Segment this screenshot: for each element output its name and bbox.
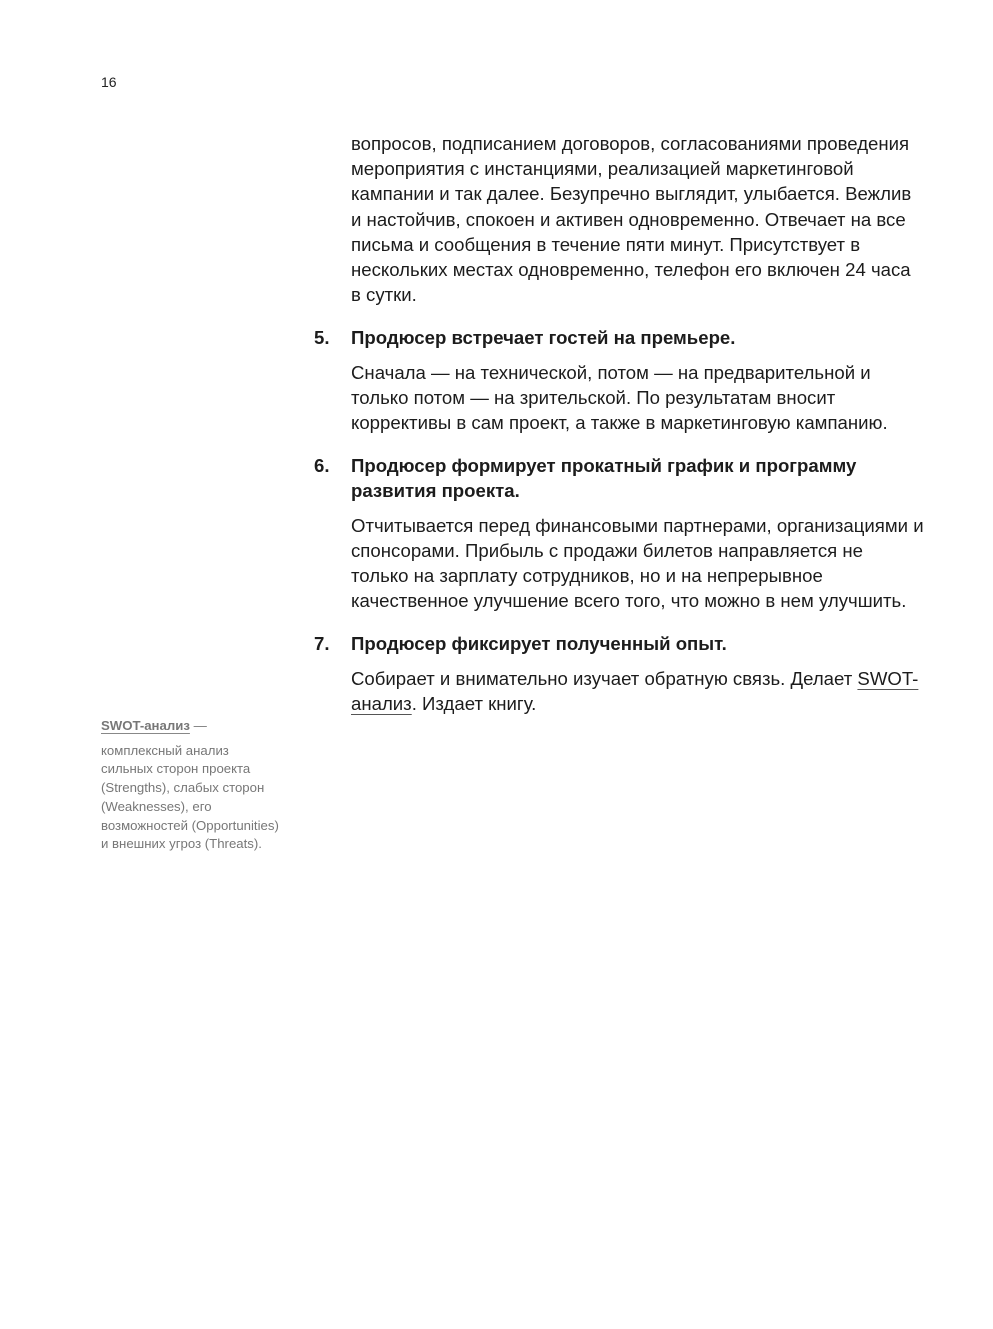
item-number: 7.	[314, 633, 330, 655]
sidenote-dash: —	[189, 718, 207, 733]
item-heading-text: Продюсер формирует прокатный график и программу развития проекта.	[351, 455, 857, 502]
item-heading	[314, 631, 924, 656]
intro-paragraph: вопросов, подписанием договоров, согласованиями проведения мероприятия с инстанциями, реализацией маркетинговой кампании и так далее. Безупречно выглядит, улыбается. Вежлив и настойчив, спокоен и активен одновременно. Отвечает на все письма и сообщения в течение пяти минут. Присутствует в нескольких местах одновременно, телефон его включен 24 часа в сутки.	[351, 133, 912, 306]
page-number: 16	[101, 74, 117, 90]
item-body-text: Собирает и внимательно изучает обратную связь. Делает	[351, 667, 858, 689]
list-item-6	[314, 453, 924, 613]
item-body	[351, 666, 924, 716]
item-heading-text: Продюсер встречает гостей на премьере.	[351, 327, 736, 349]
item-body: Сначала — на технической, потом — на предварительной и только потом — на зрительской. По результатам вносит коррективы в сам проект, а также в маркетинговую кампанию.	[351, 361, 888, 434]
item-number: 5.	[314, 327, 330, 349]
swot-analysis-link[interactable]: SWOT-анализ	[351, 667, 919, 714]
item-body-text-end: . Издает книгу.	[411, 692, 537, 714]
item-heading	[314, 453, 924, 503]
list-item-7	[314, 631, 924, 716]
sidenote-definition: комплексный анализ сильных сторон проекта (Strengths), слабых сторон (Weaknesses), его возможностей (Opportunities) и внешних угроз (Threats).	[101, 742, 279, 852]
main-text-column	[314, 131, 924, 716]
list-item-5	[314, 325, 924, 435]
item-heading-text: Продюсер фиксирует полученный опыт.	[351, 633, 727, 655]
item-body: Отчитывается перед финансовыми партнерами, организациями и спонсорами. Прибыль с продажи билетов направляется не только на зарплату сотрудников, но и на непрерывное качественное улучшение всего того, что можно в нем улучшить.	[351, 514, 924, 612]
item-number: 6.	[314, 455, 330, 477]
sidenote-glossary	[101, 717, 281, 854]
item-heading	[314, 325, 924, 350]
sidenote-term: SWOT-анализ	[101, 718, 190, 733]
